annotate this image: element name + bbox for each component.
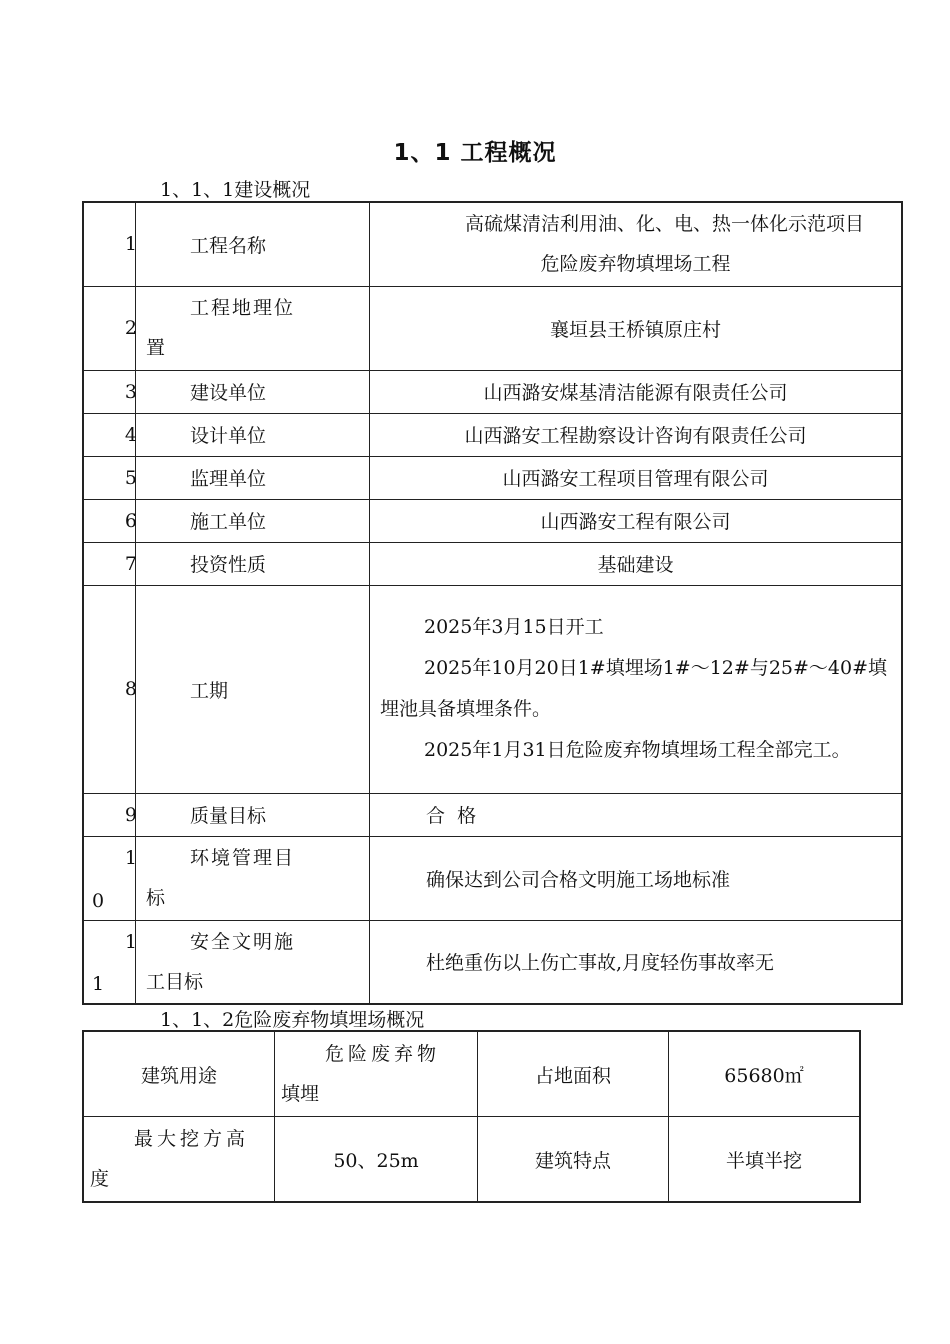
- row-label-line2: 工目标: [146, 970, 204, 993]
- row-value: 山西潞安工程项目管理有限公司: [370, 456, 903, 499]
- row-number: 7: [124, 552, 137, 575]
- table-row: [83, 542, 902, 585]
- row-number-part2: 0: [92, 889, 105, 912]
- page-title: 1、1 工程概况: [393, 140, 557, 166]
- row-value: 山西潞安工程有限公司: [370, 499, 903, 542]
- row-value: 襄垣县王桥镇原庄村: [370, 286, 903, 370]
- table-row: [83, 920, 902, 1004]
- row-number: 1: [124, 233, 137, 256]
- row-label: 施工单位: [136, 499, 370, 542]
- construction-overview-table: [82, 201, 903, 1005]
- row-number: 2: [124, 317, 137, 339]
- row-label: 质量目标: [136, 793, 370, 836]
- row-number: 3: [124, 380, 137, 403]
- table-row: [83, 370, 902, 413]
- key-line2: 度: [90, 1168, 110, 1190]
- row-value: 确保达到公司合格文明施工场地标准: [370, 836, 903, 920]
- row-label-line1: 工程地理位: [190, 297, 296, 319]
- row-number: 9: [124, 803, 137, 826]
- value-cell: 半填半挖: [669, 1117, 861, 1203]
- row-value: 基础建设: [370, 542, 903, 585]
- table-row: [83, 836, 902, 920]
- key-cell: 建筑特点: [478, 1117, 669, 1203]
- table-row: [83, 413, 902, 456]
- table-row: [83, 202, 902, 286]
- row-number: 4: [124, 423, 137, 446]
- landfill-overview-table: [82, 1030, 861, 1203]
- row-number-part1: 1: [124, 930, 137, 953]
- table-row: [83, 585, 902, 793]
- row-label: 建设单位: [136, 370, 370, 413]
- row-label: 设计单位: [136, 413, 370, 456]
- table-row: [83, 1031, 860, 1117]
- row-label-line1: 环境管理目: [190, 847, 296, 869]
- row-number: 5: [124, 466, 137, 489]
- table-row: [83, 286, 902, 370]
- row-value: 山西潞安工程勘察设计咨询有限责任公司: [370, 413, 903, 456]
- row-value: 山西潞安煤基清洁能源有限责任公司: [370, 370, 903, 413]
- schedule-milestone: 2025年10月20日1#填埋场1#～12#与25#～40#填埋池具备填埋条件。: [380, 657, 888, 720]
- row-label: 投资性质: [136, 542, 370, 585]
- project-name-line2: 危险废弃物填埋场工程: [540, 253, 731, 276]
- row-value: 杜绝重伤以上伤亡事故,月度轻伤事故率无: [370, 920, 903, 1004]
- table-row: [83, 499, 902, 542]
- schedule-start: 2025年3月15日开工: [424, 616, 604, 638]
- row-number: 6: [124, 509, 137, 532]
- key-line1: 最大挖方高: [134, 1128, 250, 1150]
- row-number: 8: [124, 678, 137, 700]
- table-row: [83, 793, 902, 836]
- row-number-part1: 1: [124, 846, 137, 869]
- table-row: [83, 456, 902, 499]
- row-label-line2: 置: [146, 337, 166, 359]
- key-cell: 占地面积: [478, 1031, 669, 1117]
- value-cell: 50、25m: [275, 1117, 478, 1203]
- value-line1: 危险废弃物: [325, 1043, 441, 1065]
- row-label: 监理单位: [136, 456, 370, 499]
- project-name-line1: 高硫煤清洁利用油、化、电、热一体化示范项目: [464, 213, 864, 236]
- section-heading-overview: 1、1、1建设概况: [160, 179, 311, 201]
- row-label: 工期: [136, 585, 370, 793]
- table-row: [83, 1117, 860, 1203]
- value-cell: 65680㎡: [669, 1031, 861, 1117]
- section-heading-landfill: 1、1、2危险废弃物填埋场概况: [160, 1009, 425, 1031]
- row-label-line2: 标: [146, 887, 166, 909]
- row-label: 工程名称: [136, 202, 370, 286]
- key-cell: 建筑用途: [83, 1031, 275, 1117]
- row-label-line1: 安全文明施: [190, 930, 296, 953]
- row-number-part2: 1: [92, 973, 105, 995]
- value-line2: 填埋: [281, 1083, 320, 1105]
- row-value: 合 格: [370, 793, 903, 836]
- schedule-completion: 2025年1月31日危险废弃物填埋场工程全部完工。: [424, 739, 851, 761]
